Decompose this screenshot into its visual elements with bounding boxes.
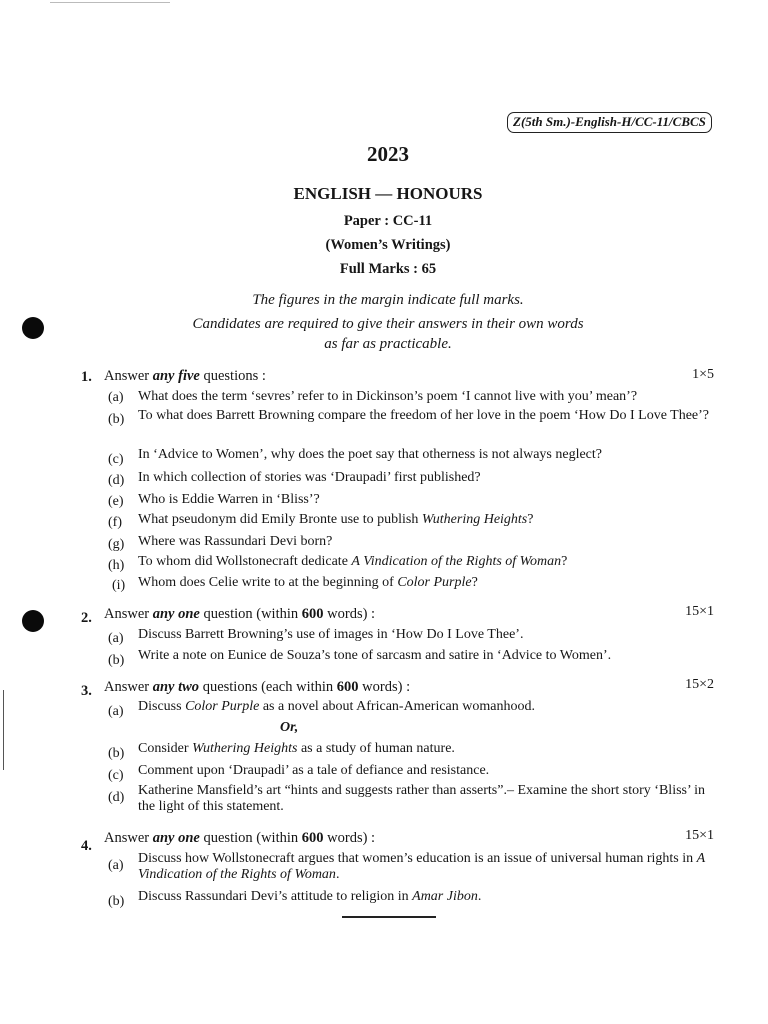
prompt-text: question (within — [199, 830, 302, 846]
question-2-marks: 15×1 — [685, 604, 714, 619]
question-2-prompt — [104, 606, 375, 623]
prompt-text: words) : — [323, 606, 376, 622]
margin-line — [3, 690, 4, 770]
q1-item-text: What does the term ‘sevres’ refer to in Dickinson’s poem ‘I cannot live with you’ mean’? — [138, 389, 638, 404]
work-title: Color Purple — [185, 699, 260, 714]
q2-item-label: (a) — [108, 631, 124, 646]
q3-item-text — [138, 741, 718, 757]
q2-item-label: (b) — [108, 653, 125, 668]
word-limit: 600 — [301, 830, 324, 846]
prompt-emphasis: any one — [152, 606, 200, 622]
q3-item-text: Comment upon ‘Draupadi’ as a tale of defiance and resistance. — [138, 763, 490, 778]
scan-artifact — [50, 2, 170, 3]
q1-item-text: Where was Rassundari Devi born? — [138, 534, 333, 549]
q1-item-text: To what does Barrett Browning compare the freedom of her love in the poem ‘How Do I Love Thee’? — [138, 408, 710, 423]
question-number-2: 2. — [81, 610, 92, 626]
q1-item-label: (e) — [108, 494, 124, 509]
q1-item-label: (d) — [108, 473, 125, 488]
work-title: Wuthering Heights — [421, 512, 528, 527]
item-text: To whom did Wollstonecraft dedicate — [138, 554, 352, 569]
prompt-text: questions : — [199, 368, 266, 384]
work-title: A Vindication of the Rights of Woman — [351, 554, 562, 569]
prompt-text: words) : — [323, 830, 376, 846]
prompt-emphasis: any five — [152, 368, 200, 384]
q4-item-label: (a) — [108, 858, 124, 873]
item-text: as a study of human nature. — [297, 741, 455, 756]
item-text: What pseudonym did Emily Bronte use to publish — [138, 512, 422, 527]
word-limit: 600 — [301, 606, 324, 622]
question-3-prompt — [104, 679, 410, 696]
q1-item-text: In which collection of stories was ‘Draupadi’ first published? — [138, 470, 481, 485]
q4-item-text — [138, 851, 718, 883]
item-text: . — [477, 889, 482, 904]
question-1-prompt — [104, 368, 266, 385]
item-text: ? — [471, 575, 478, 590]
question-number-3: 3. — [81, 683, 92, 699]
work-title: Wuthering Heights — [192, 741, 298, 756]
question-4-marks: 15×1 — [685, 828, 714, 843]
work-title: Color Purple — [397, 575, 472, 590]
subject-title: ENGLISH — HONOURS — [293, 184, 483, 203]
item-text: Whom does Celie write to at the beginning of — [138, 575, 398, 590]
instruction-line-3: as far as practicable. — [324, 336, 452, 352]
prompt-text: question (within — [199, 606, 302, 622]
work-title: Amar Jibon — [412, 889, 478, 904]
prompt-text: words) : — [358, 679, 411, 695]
item-text: Consider — [138, 741, 193, 756]
instruction-line-2: Candidates are required to give their answers in their own words — [192, 316, 584, 332]
prompt-emphasis: any two — [152, 679, 200, 695]
end-rule — [342, 916, 436, 918]
q2-item-text: Discuss Barrett Browning’s use of images in ‘How Do I Love Thee’. — [138, 627, 524, 642]
paper-code: Z(5th Sm.)-English-H/CC-11/CBCS — [507, 112, 712, 133]
prompt-text: Answer — [104, 830, 153, 846]
q1-item-label: (c) — [108, 452, 124, 467]
exam-year: 2023 — [367, 142, 409, 166]
q3-item-text — [138, 699, 718, 715]
q3-item-text: Katherine Mansfield’s art “hints and suggests rather than asserts”.– Examine the short story ‘Bliss’ in the light of this statement. — [138, 783, 705, 814]
q1-item-text: Who is Eddie Warren in ‘Bliss’? — [138, 492, 320, 507]
prompt-text: Answer — [104, 606, 153, 622]
punch-hole-bottom — [22, 610, 44, 632]
question-number-1: 1. — [81, 369, 92, 385]
q1-item-label: (h) — [108, 558, 125, 573]
prompt-text: Answer — [104, 679, 153, 695]
item-text: . — [335, 867, 340, 882]
item-text: as a novel about African-American womanhood. — [259, 699, 535, 714]
prompt-text: Answer — [104, 368, 153, 384]
q1-item-text — [138, 554, 718, 570]
paper-title: (Women’s Writings) — [325, 237, 451, 253]
or-separator: Or, — [280, 720, 299, 735]
q1-item-label: (f) — [108, 515, 122, 530]
paper-number: Paper : CC-11 — [343, 213, 433, 229]
question-3-marks: 15×2 — [685, 677, 714, 692]
q3-item-label: (c) — [108, 768, 124, 783]
question-number-4: 4. — [81, 838, 92, 854]
q1-item-text: In ‘Advice to Women’, why does the poet say that otherness is not always neglect? — [138, 447, 602, 462]
question-1-marks: 1×5 — [692, 367, 714, 382]
q3-item-label: (d) — [108, 790, 125, 805]
q1-item-text — [138, 512, 718, 528]
item-text: ? — [561, 554, 568, 569]
q1-item-label: (g) — [108, 537, 125, 552]
q1-item-label: (a) — [108, 390, 124, 405]
q3-item-label: (b) — [108, 746, 125, 761]
item-text: Discuss — [138, 699, 186, 714]
full-marks: Full Marks : 65 — [339, 261, 437, 277]
item-text: Discuss Rassundari Devi’s attitude to religion in — [138, 889, 413, 904]
prompt-emphasis: any one — [152, 830, 200, 846]
q4-item-label: (b) — [108, 894, 125, 909]
instruction-line-1: The figures in the margin indicate full marks. — [252, 292, 524, 308]
q1-item-label: (b) — [108, 412, 125, 427]
question-4-prompt — [104, 830, 375, 847]
q4-item-text — [138, 889, 718, 905]
q2-item-text: Write a note on Eunice de Souza’s tone of sarcasm and satire in ‘Advice to Women’. — [138, 648, 612, 663]
q1-item-label: (i) — [112, 578, 126, 593]
q1-item-text — [138, 575, 718, 591]
prompt-text: questions (each within — [199, 679, 337, 695]
word-limit: 600 — [336, 679, 359, 695]
q3-item-label: (a) — [108, 704, 124, 719]
work-title: A Vindication of the Rights of Woman — [138, 851, 705, 882]
item-text: ? — [527, 512, 534, 527]
item-text: Discuss how Wollstonecraft argues that women’s education is an issue of universal human rights in — [138, 851, 697, 866]
